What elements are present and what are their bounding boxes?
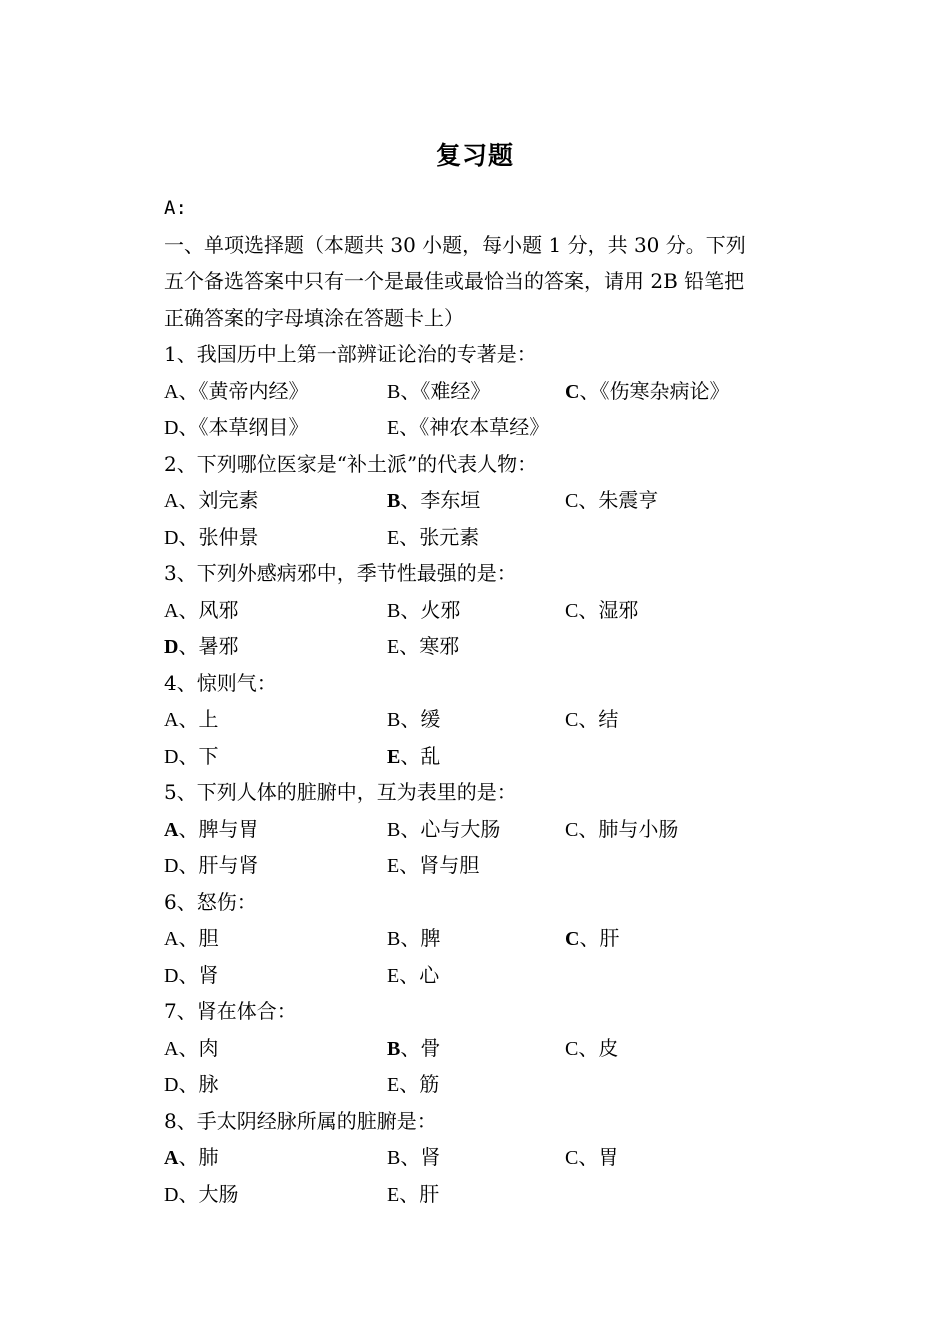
option-letter: C [565,1147,579,1169]
option-letter: E [387,526,400,549]
option-e [387,1066,565,1103]
option-b [387,701,565,738]
option-e [387,519,565,556]
option-b [387,482,565,519]
option-d [164,1066,387,1103]
instructions-line-1: 一、单项选择题（本题共 30 小题，每小题 1 分，共 30 分。下列 [164,232,746,257]
option-letter: B [387,928,401,950]
option-letter: C [565,818,579,841]
option-text: 、朱震亨 [578,488,659,512]
option-text: 、肺与小肠 [578,816,679,841]
option-row [164,592,804,629]
option-b [387,1139,565,1176]
option-d [164,847,387,884]
question-stem: 2、下列哪位医家是“补土派”的代表人物： [164,451,538,476]
option-letter: C [565,1037,579,1060]
option-d [164,519,387,556]
question-stem: 3、下列外感病邪中，季节性最强的是： [164,561,517,585]
option-text: 、下 [178,743,219,768]
option-a [164,701,387,738]
question-stem: 4、惊则气： [164,670,277,695]
option-text: 、胆 [178,926,219,950]
option-d [164,409,387,446]
option-letter: D [164,1074,179,1096]
option-a [164,592,387,629]
option-row [164,738,804,775]
option-text: 、肝与肾 [178,853,259,877]
option-text: 、肝 [399,1181,440,1206]
option-text: 、上 [178,707,219,731]
option-letter: A [164,1147,179,1169]
option-letter: E [387,1183,400,1206]
option-letter: D [164,417,179,439]
option-d [164,1176,387,1213]
option-b [387,592,565,629]
option-text: 、火邪 [400,597,461,622]
option-text: 、心与大肠 [400,816,501,841]
question-stem: 1、我国历中上第一部辨证论治的专著是： [164,342,537,366]
option-letter: D [164,636,179,658]
option-text: 、筋 [399,1072,440,1096]
option-a [164,1139,387,1176]
option-letter: B [387,599,401,622]
option-row [164,519,804,556]
option-text: 、缓 [400,707,441,731]
option-letter: B [387,380,401,403]
section-label: A: [164,197,187,219]
option-text: 、脉 [178,1072,219,1096]
option-text: 、肺 [178,1145,219,1169]
option-text: 、脾与胃 [178,816,259,841]
option-row [164,811,804,848]
option-text: 、《难经》 [400,378,491,403]
option-e [387,1176,565,1213]
option-e [387,957,565,994]
instructions-line-3: 正确答案的字母填涂在答题卡上） [164,305,464,330]
option-text: 、刘完素 [178,488,259,512]
option-letter: D [164,855,179,877]
option-letter: E [387,745,401,768]
option-letter: B [387,709,401,731]
option-row [164,701,804,738]
option-letter: D [164,745,179,768]
option-text: 、风邪 [178,597,239,622]
page-title: 复习题 [435,141,514,170]
option-row [164,1139,804,1176]
option-row [164,920,804,957]
option-text: 、皮 [578,1035,619,1060]
option-d [164,957,387,994]
option-c [565,482,795,519]
option-b [387,811,565,848]
option-letter: C [565,490,579,512]
option-e [387,409,565,446]
option-text: 、湿邪 [578,597,639,622]
option-letter: C [565,380,580,403]
option-c [565,920,795,957]
option-letter: B [387,818,401,841]
option-d [164,738,387,775]
option-text: 、骨 [400,1035,441,1060]
option-text: 、心 [399,962,440,987]
option-letter: A [164,709,179,731]
option-b [387,1030,565,1067]
option-letter: D [164,526,179,549]
option-letter: A [164,599,179,622]
option-a [164,920,387,957]
option-text: 、大肠 [178,1181,239,1206]
option-letter: E [387,855,400,877]
option-text: 、暑邪 [178,634,239,658]
question-stem: 7、肾在体合： [164,999,297,1023]
question-stem: 6、怒伤： [164,889,257,914]
option-c [565,1139,795,1176]
option-c [565,1030,795,1067]
option-e [387,847,565,884]
option-row [164,847,804,884]
option-text: 、胃 [578,1145,619,1169]
option-letter: E [387,1074,400,1096]
option-letter: A [164,1037,179,1060]
option-row [164,628,804,665]
option-letter: C [565,709,579,731]
option-text: 、肾与胆 [399,853,480,877]
option-a [164,811,387,848]
document-body [164,190,804,1212]
option-letter: A [164,818,179,841]
option-text: 、脾 [400,926,441,950]
option-c [565,701,795,738]
option-letter: D [164,964,179,987]
option-letter: C [565,599,579,622]
option-text: 、结 [578,707,619,731]
question-stem: 5、下列人体的脏腑中，互为表里的是： [164,780,517,804]
option-c [565,592,795,629]
option-row [164,1066,804,1103]
option-row [164,1176,804,1213]
option-text: 、《本草纲目》 [178,415,309,439]
option-b [387,373,565,410]
option-text: 、张元素 [399,524,480,549]
option-letter: D [164,1183,179,1206]
option-row [164,409,804,446]
option-letter: C [565,928,580,950]
option-letter: B [387,1147,401,1169]
option-row [164,482,804,519]
option-e [387,738,565,775]
option-c [565,373,795,410]
option-text: 、肾 [178,962,219,987]
instructions-line-2: 五个备选答案中只有一个是最佳或最恰当的答案，请用 2B 铅笔把 [164,269,745,293]
option-text: 、《伤寒杂病论》 [579,378,730,403]
question-stem: 8、手太阴经脉所属的脏腑是： [164,1108,437,1133]
option-text: 、肝 [579,926,620,950]
option-letter: A [164,490,179,512]
option-text: 、寒邪 [399,634,460,658]
option-letter: E [387,964,400,987]
option-letter: E [387,417,400,439]
option-text: 、肉 [178,1035,219,1060]
option-text: 、《神农本草经》 [399,415,550,439]
option-letter: B [387,490,401,512]
option-text: 、肾 [400,1145,441,1169]
option-a [164,482,387,519]
option-letter: B [387,1037,401,1060]
option-row [164,957,804,994]
option-text: 、乱 [400,743,441,768]
option-d [164,628,387,665]
option-row [164,373,804,410]
option-letter: A [164,380,179,403]
option-e [387,628,565,665]
option-b [387,920,565,957]
option-a [164,1030,387,1067]
option-text: 、张仲景 [178,524,259,549]
option-text: 、《黄帝内经》 [178,378,309,403]
option-row [164,1030,804,1067]
question-list [164,336,804,1212]
option-letter: A [164,928,179,950]
option-c [565,811,795,848]
option-a [164,373,387,410]
option-text: 、李东垣 [400,488,481,512]
option-letter: E [387,636,400,658]
